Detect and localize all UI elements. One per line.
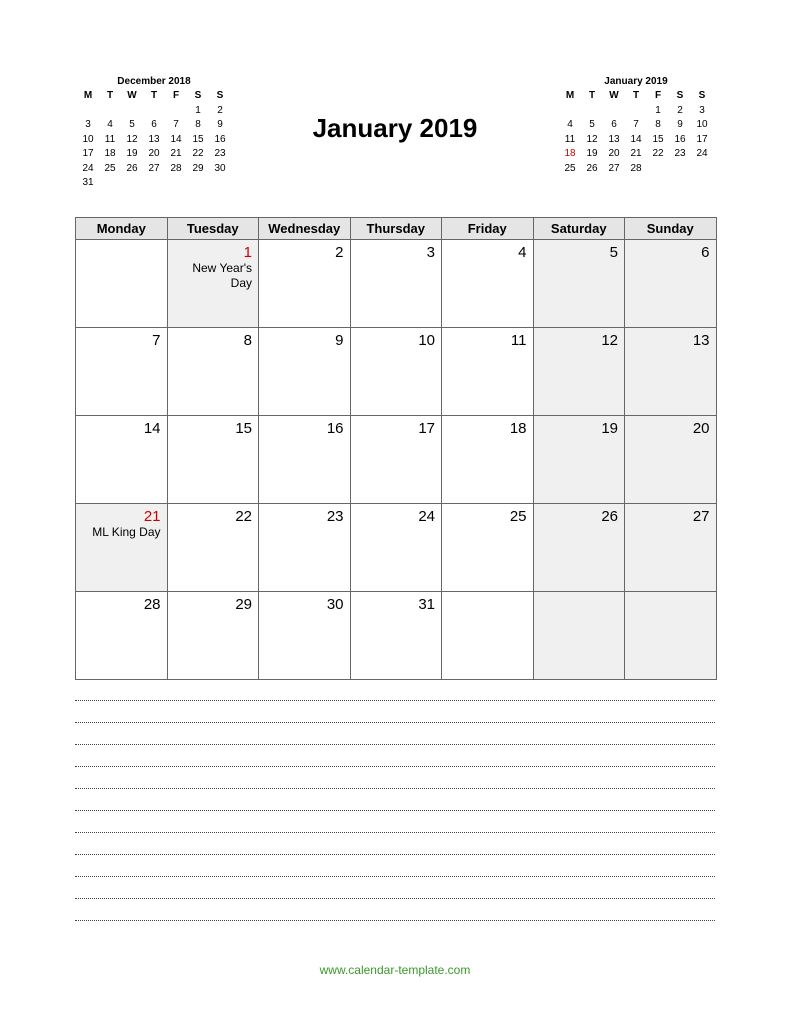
holiday-label: New Year's Day [192, 261, 252, 290]
note-line[interactable] [75, 766, 715, 788]
mini-day: 21 [630, 148, 642, 159]
day-number: 5 [609, 244, 618, 261]
note-line[interactable] [75, 810, 715, 832]
day-number: 31 [418, 596, 435, 613]
day-number: 23 [326, 508, 344, 525]
mini-weekday-header: T [150, 90, 158, 101]
day-cell[interactable] [167, 504, 259, 592]
day-number: 22 [235, 508, 252, 525]
mini-weekday-header: T [588, 90, 596, 101]
day-number: 7 [152, 332, 161, 349]
weekday-header-monday: Monday [76, 218, 168, 240]
mini-day [209, 176, 231, 191]
mini-day [581, 104, 603, 119]
mini-day: 30 [214, 162, 226, 174]
mini-day: 2 [217, 104, 223, 116]
day-cell[interactable] [76, 416, 168, 504]
mini-day: 3 [85, 119, 91, 130]
note-line[interactable] [75, 722, 715, 744]
mini-day: 4 [107, 119, 113, 130]
mini-week-row [559, 118, 713, 133]
day-cell[interactable] [442, 328, 534, 416]
day-cell[interactable] [350, 328, 442, 416]
mini-weekday-header: S [194, 90, 202, 101]
day-number: 8 [243, 332, 252, 349]
mini-weekday-header: M [565, 90, 575, 101]
mini-day: 5 [589, 119, 595, 130]
mini-day: 2 [677, 104, 683, 116]
mini-day: 9 [217, 119, 223, 130]
mini-week-row [77, 133, 231, 148]
day-number: 12 [601, 332, 618, 349]
mini-week-row [77, 104, 231, 119]
day-cell[interactable] [350, 504, 442, 592]
day-cell[interactable] [533, 592, 625, 680]
mini-calendar-previous [77, 75, 231, 191]
mini-day: 6 [151, 119, 157, 130]
weekday-header-tuesday: Tuesday [167, 218, 259, 240]
mini-calendar-title: December 2018 [117, 76, 191, 87]
day-cell[interactable] [76, 328, 168, 416]
mini-day: 15 [652, 133, 664, 145]
mini-calendar-current [559, 75, 713, 176]
mini-day [143, 104, 165, 119]
day-cell[interactable] [533, 240, 625, 328]
mini-day: 28 [630, 162, 642, 174]
note-line[interactable] [75, 832, 715, 854]
mini-day: 19 [586, 148, 598, 159]
day-cell[interactable] [167, 592, 259, 680]
weekday-header-sunday: Sunday [625, 218, 717, 240]
day-cell[interactable] [442, 416, 534, 504]
day-number: 3 [426, 244, 435, 261]
mini-day: 4 [567, 119, 573, 130]
note-line[interactable] [75, 854, 715, 876]
week-row [76, 240, 717, 328]
mini-day: 27 [148, 162, 160, 174]
mini-day: 1 [655, 104, 661, 116]
mini-day [669, 162, 691, 177]
mini-day: 11 [564, 133, 576, 145]
mini-weekday-header: F [172, 90, 180, 101]
day-cell[interactable] [350, 240, 442, 328]
mini-day: 7 [633, 119, 639, 130]
day-cell[interactable] [167, 240, 259, 328]
mini-day [691, 162, 713, 177]
mini-weekday-header: S [676, 90, 684, 101]
mini-day: 24 [696, 148, 708, 159]
mini-week-row [77, 118, 231, 133]
mini-day: 3 [699, 104, 705, 116]
note-line[interactable] [75, 876, 715, 898]
note-line[interactable] [75, 700, 715, 722]
mini-day: 10 [696, 119, 708, 130]
notes-lines [75, 700, 715, 942]
day-number [534, 592, 625, 596]
week-row [76, 328, 717, 416]
day-cell[interactable] [76, 592, 168, 680]
mini-day [121, 176, 143, 191]
mini-day [143, 176, 165, 191]
day-cell[interactable] [625, 504, 717, 592]
day-cell[interactable] [625, 240, 717, 328]
weekday-header-friday: Friday [442, 218, 534, 240]
day-cell[interactable] [259, 416, 351, 504]
mini-day [647, 162, 669, 177]
mini-weekday-header: M [83, 90, 93, 101]
mini-day: 18 [564, 148, 576, 159]
mini-day [625, 104, 647, 119]
mini-week-row [559, 133, 713, 148]
mini-day: 9 [677, 119, 683, 130]
day-number: 28 [143, 596, 161, 613]
mini-day: 13 [148, 133, 160, 145]
day-cell[interactable] [167, 416, 259, 504]
day-cell[interactable] [533, 504, 625, 592]
week-row [76, 416, 717, 504]
mini-day: 16 [214, 133, 226, 145]
day-number: 20 [692, 420, 710, 437]
day-number: 30 [326, 596, 344, 613]
day-cell[interactable] [625, 416, 717, 504]
mini-day: 13 [608, 133, 620, 145]
day-number [625, 592, 716, 596]
mini-day: 11 [104, 133, 116, 145]
mini-day [99, 104, 121, 119]
day-number: 11 [510, 332, 527, 349]
day-number: 2 [335, 244, 344, 261]
mini-day: 14 [170, 133, 182, 145]
mini-day: 5 [129, 119, 135, 130]
mini-weekday-header: S [216, 90, 224, 101]
mini-day: 8 [655, 119, 661, 130]
day-number: 14 [143, 420, 161, 437]
month-grid [75, 217, 717, 680]
weekday-header-thursday: Thursday [350, 218, 442, 240]
mini-week-row [77, 162, 231, 177]
holiday-label: ML King Day [92, 525, 161, 539]
day-cell[interactable] [625, 328, 717, 416]
mini-day: 26 [586, 162, 598, 174]
mini-day: 6 [611, 119, 617, 130]
day-number: 27 [692, 508, 710, 525]
mini-day [165, 104, 187, 119]
day-number: 29 [235, 596, 252, 613]
day-number [76, 240, 167, 244]
day-cell[interactable] [76, 240, 168, 328]
mini-weekday-header: W [127, 90, 137, 101]
mini-weekday-header: W [609, 90, 619, 101]
mini-day: 16 [674, 133, 686, 145]
mini-week-row [559, 162, 713, 177]
note-line[interactable] [75, 920, 715, 942]
mini-day: 12 [586, 133, 598, 145]
mini-day: 22 [652, 148, 664, 159]
mini-day: 17 [82, 148, 94, 159]
weekday-header-saturday: Saturday [533, 218, 625, 240]
day-number: 16 [326, 420, 344, 437]
day-cell[interactable] [350, 592, 442, 680]
mini-day: 22 [192, 148, 204, 159]
mini-day: 20 [608, 148, 620, 159]
day-number: 13 [692, 332, 710, 349]
day-cell[interactable] [259, 592, 351, 680]
mini-day: 7 [173, 119, 179, 130]
day-cell[interactable] [167, 328, 259, 416]
mini-weekday-header: F [654, 90, 662, 101]
note-line[interactable] [75, 898, 715, 920]
mini-day [187, 176, 209, 191]
page-title: January 2019 [312, 113, 478, 143]
mini-day [603, 104, 625, 119]
mini-week-row [77, 176, 231, 191]
mini-day [559, 104, 581, 119]
day-number: 18 [509, 420, 527, 437]
mini-day: 12 [126, 133, 138, 145]
mini-day: 14 [630, 133, 642, 145]
mini-day: 31 [82, 177, 94, 188]
mini-day [121, 104, 143, 119]
mini-day: 26 [126, 162, 138, 174]
mini-day: 10 [82, 133, 94, 145]
mini-week-row [559, 147, 713, 162]
mini-weekday-header: T [106, 90, 114, 101]
day-number: 21 [143, 508, 161, 525]
day-cell[interactable] [442, 504, 534, 592]
mini-week-row [559, 104, 713, 119]
day-cell[interactable] [259, 240, 351, 328]
mini-day: 1 [195, 104, 201, 116]
mini-day: 17 [696, 133, 708, 145]
note-line[interactable] [75, 744, 715, 766]
mini-day: 19 [126, 148, 138, 159]
mini-day: 24 [82, 162, 94, 174]
day-number: 6 [701, 244, 710, 261]
mini-day: 23 [214, 148, 226, 159]
day-cell[interactable] [350, 416, 442, 504]
day-number: 10 [418, 332, 435, 349]
mini-day: 21 [170, 148, 182, 159]
day-cell[interactable] [442, 592, 534, 680]
day-cell[interactable] [533, 328, 625, 416]
mini-day: 15 [192, 133, 204, 145]
day-number: 1 [243, 244, 252, 261]
week-row [76, 504, 717, 592]
day-cell[interactable] [442, 240, 534, 328]
day-number: 24 [418, 508, 435, 525]
day-number: 26 [601, 508, 618, 525]
day-cell[interactable] [533, 416, 625, 504]
day-cell[interactable] [625, 592, 717, 680]
mini-day: 25 [104, 162, 116, 174]
note-line[interactable] [75, 788, 715, 810]
week-row [76, 592, 717, 680]
day-cell[interactable] [259, 328, 351, 416]
mini-day: 25 [564, 162, 576, 174]
mini-day [165, 176, 187, 191]
day-number: 19 [601, 420, 618, 437]
mini-day: 8 [195, 119, 201, 130]
day-number: 4 [518, 244, 527, 261]
weekday-header-wednesday: Wednesday [259, 218, 351, 240]
day-cell[interactable] [76, 504, 168, 592]
footer-link[interactable]: www.calendar-template.com [319, 963, 471, 977]
mini-day: 27 [608, 162, 620, 174]
mini-calendar-title: January 2019 [604, 76, 668, 87]
mini-weekday-header: T [632, 90, 640, 101]
mini-day: 18 [104, 148, 116, 159]
mini-day: 20 [148, 148, 160, 159]
day-number: 15 [235, 420, 252, 437]
day-number: 17 [418, 420, 435, 437]
day-number: 9 [335, 332, 344, 349]
day-cell[interactable] [259, 504, 351, 592]
day-number: 25 [509, 508, 527, 525]
mini-day [77, 104, 99, 119]
mini-day [99, 176, 121, 191]
mini-day: 29 [192, 162, 204, 174]
mini-weekday-header: S [698, 90, 706, 101]
mini-day: 23 [674, 148, 686, 159]
mini-week-row [77, 147, 231, 162]
day-number [442, 592, 533, 596]
mini-day: 28 [170, 162, 182, 174]
